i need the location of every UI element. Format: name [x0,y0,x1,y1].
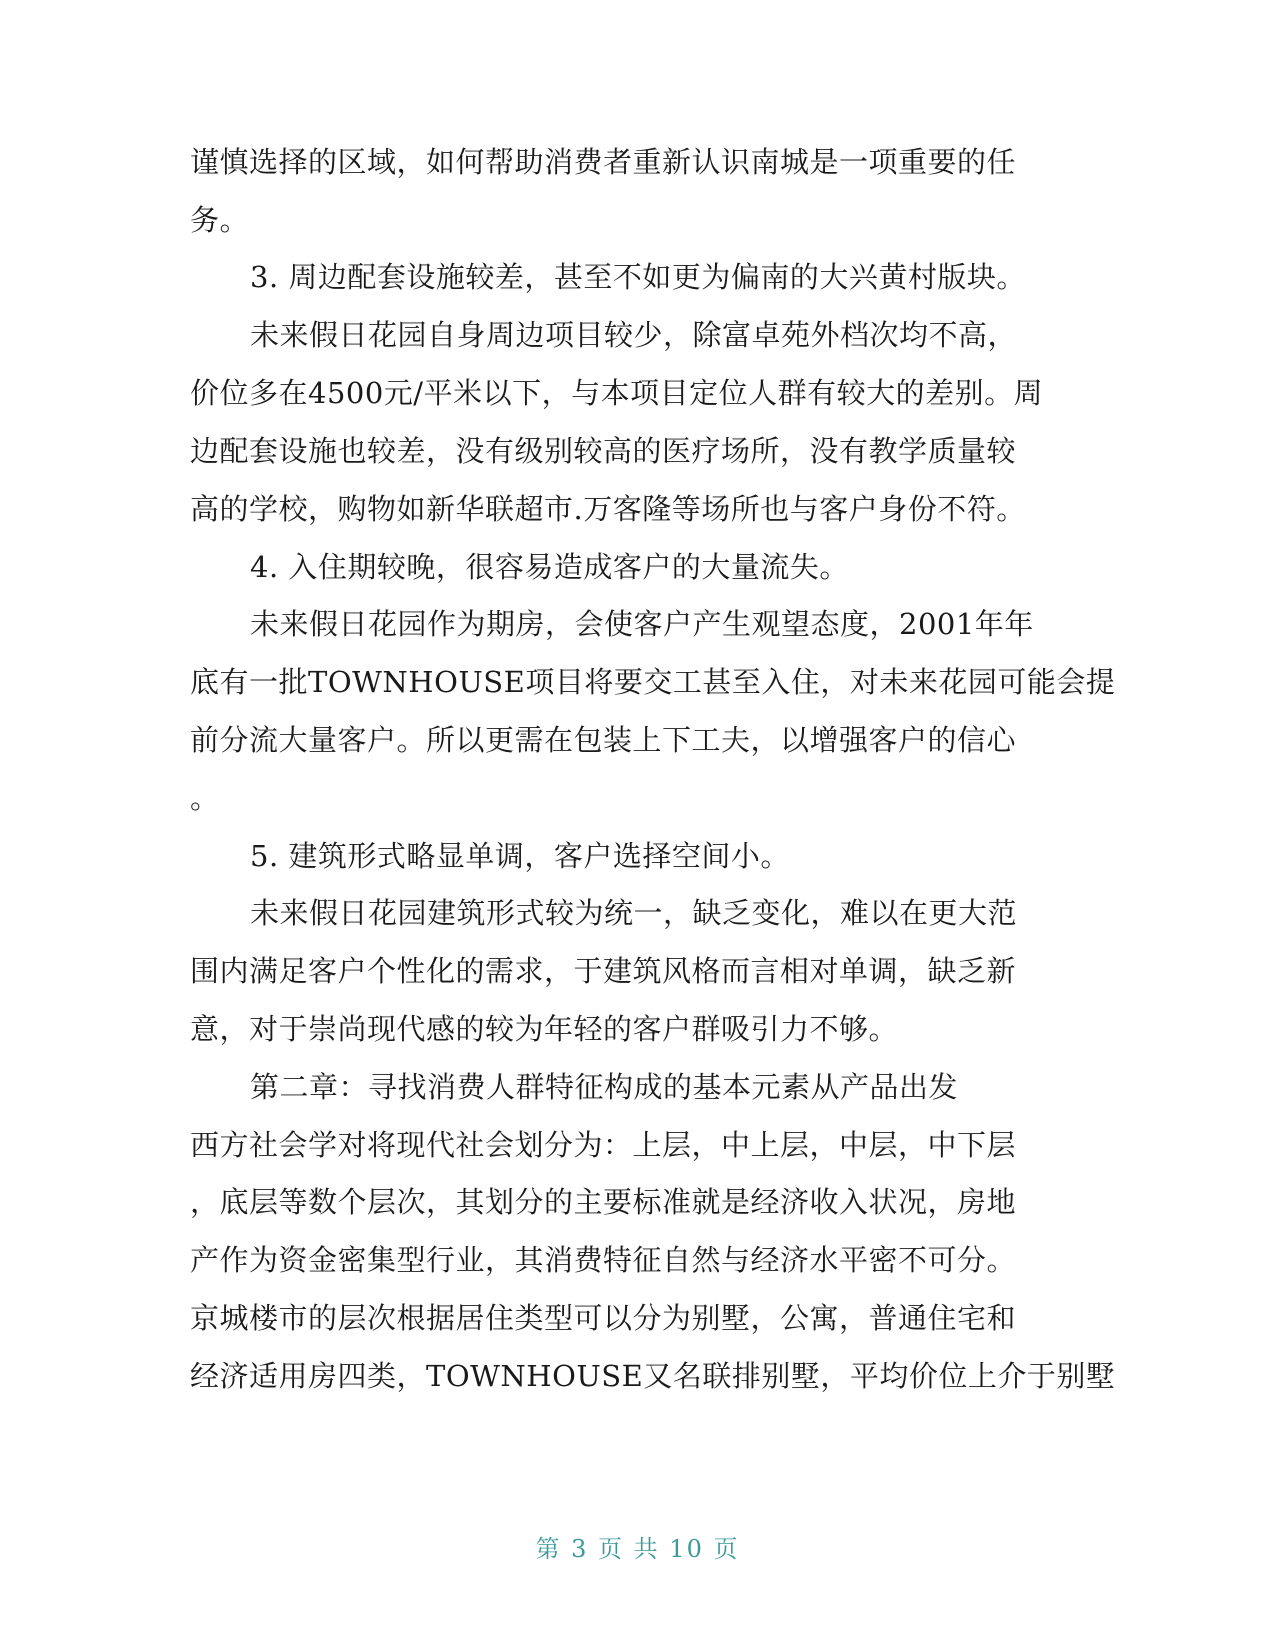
text-line: 产作为资金密集型行业，其消费特征自然与经济水平密不可分。 [190,1243,1017,1277]
text-line: 经济适用房四类，TOWNHOUSE又名联排别墅，平均价位上介于别墅 [190,1359,1116,1393]
text-line: 4. 入住期较晚，很容易造成客户的大量流失。 [250,550,849,584]
text-line: 围内满足客户个性化的需求，于建筑风格而言相对单调，缺乏新 [190,954,1017,988]
text-line: 前分流大量客户。所以更需在包装上下工夫，以增强客户的信心 [190,723,1017,757]
text-line: 第二章：寻找消费人群特征构成的基本元素从产品出发 [250,1070,959,1104]
text-line: 未来假日花园作为期房，会使客户产生观望态度，2001年年 [250,607,1034,641]
text-line: 3. 周边配套设施较差，甚至不如更为偏南的大兴黄村版块。 [250,260,1026,294]
text-line: 西方社会学对将现代社会划分为：上层，中上层，中层，中下层 [190,1128,1017,1162]
text-line: ，底层等数个层次，其划分的主要标准就是经济收入状况，房地 [190,1185,1017,1219]
text-line: 务。 [190,203,250,237]
text-line: 价位多在4500元/平米以下，与本项目定位人群有较大的差别。周 [190,376,1044,410]
text-line: 未来假日花园建筑形式较为统一，缺乏变化，难以在更大范 [250,896,1018,930]
page-number-footer: 第 3 页 共 10 页 [535,1535,740,1563]
text-line: 意，对于崇尚现代感的较为年轻的客户群吸引力不够。 [190,1012,899,1046]
text-line: 京城楼市的层次根据居住类型可以分为别墅，公寓，普通住宅和 [190,1301,1017,1335]
text-line: 未来假日花园自身周边项目较少，除富卓苑外档次均不高， [250,318,1018,352]
text-line: 底有一批TOWNHOUSE项目将要交工甚至入住，对未来花园可能会提 [190,665,1116,699]
text-line: 边配套设施也较差，没有级别较高的医疗场所，没有教学质量较 [190,434,1017,468]
text-line: 高的学校，购物如新华联超市.万客隆等场所也与客户身份不符。 [190,492,1026,526]
text-line: 。 [190,781,220,815]
text-line: 5. 建筑形式略显单调，客户选择空间小。 [250,839,790,873]
text-line: 谨慎选择的区域，如何帮助消费者重新认识南城是一项重要的任 [190,145,1017,179]
